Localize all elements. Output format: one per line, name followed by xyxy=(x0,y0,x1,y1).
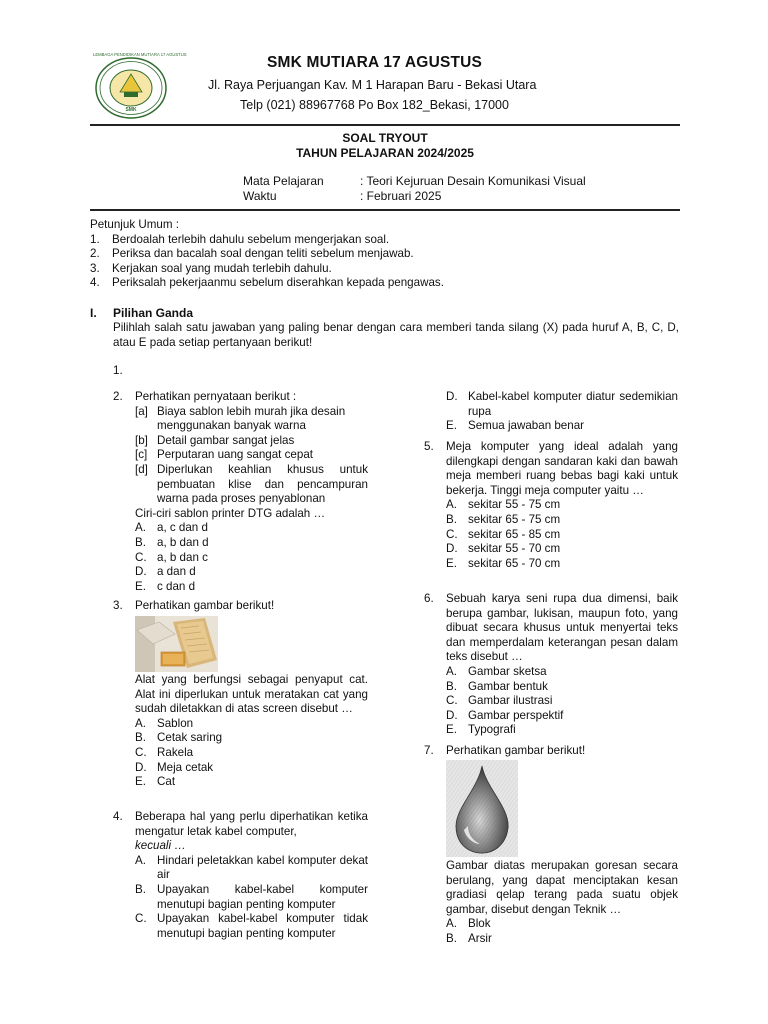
option-key: A. xyxy=(135,716,146,730)
question-stem: Perhatikan pernyataan berikut : xyxy=(135,390,297,403)
question-5 xyxy=(424,440,678,571)
statement-item xyxy=(135,434,368,449)
option-text: Arsir xyxy=(468,931,492,945)
option-c[interactable] xyxy=(135,551,368,566)
option-key: D. xyxy=(135,760,147,774)
option-a[interactable] xyxy=(446,665,678,680)
option-text: a, b dan c xyxy=(157,550,208,564)
instruction-text: Berdoalah terlebih dahulu sebelum mengerjakan soal. xyxy=(112,232,390,246)
option-key: D. xyxy=(446,390,458,403)
meta-divider xyxy=(90,209,680,211)
question-4 xyxy=(113,810,368,941)
question-2 xyxy=(113,390,368,594)
question-7-body xyxy=(446,859,678,947)
option-e[interactable] xyxy=(135,775,368,790)
option-text: Semua jawaban benar xyxy=(468,419,585,433)
option-b[interactable] xyxy=(135,731,368,746)
option-key: D. xyxy=(135,565,147,579)
option-text: sekitar 65 - 85 cm xyxy=(468,527,561,541)
option-text: Typografi xyxy=(468,723,516,737)
option-key: C. xyxy=(135,912,147,926)
school-name: SMK MUTIARA 17 AGUSTUS xyxy=(267,54,483,71)
option-d[interactable] xyxy=(446,542,678,557)
statement-item xyxy=(135,463,368,507)
question-7 xyxy=(424,744,678,759)
section-title: Pilihan Ganda xyxy=(113,306,194,320)
option-b[interactable] xyxy=(135,883,368,912)
drop-shading-image xyxy=(446,760,518,857)
exam-year: TAHUN PELAJARAN 2024/2025 xyxy=(296,146,474,160)
question-text: Meja komputer yang ideal adalah yang dilengkapi dengan sandaran kaki dan bawah meja memberi ruang bebas bagi kaki untuk bekerja. Tinggi meja computer yaitu … xyxy=(446,440,678,497)
option-text: Gambar bentuk xyxy=(468,679,548,693)
option-text: Upayakan kabel-kabel komputer tidak menutupi bagian penting komputer xyxy=(157,912,368,940)
option-key: B. xyxy=(446,931,457,945)
question-num: 6. xyxy=(424,592,434,605)
option-key: C. xyxy=(446,694,458,708)
option-b[interactable] xyxy=(446,513,678,528)
question-num: 2. xyxy=(113,390,123,403)
instruction-item xyxy=(90,233,680,248)
question-3 xyxy=(113,599,368,614)
statement-text: Biaya sablon lebih murah jika desain menggunakan banyak warna xyxy=(157,404,346,433)
option-a[interactable] xyxy=(446,498,678,513)
option-b[interactable] xyxy=(446,932,678,947)
option-text: c dan d xyxy=(157,579,196,593)
school-address: Jl. Raya Perjuangan Kav. M 1 Harapan Baru - Bekasi Utara xyxy=(208,78,537,92)
option-key: B. xyxy=(135,535,146,549)
option-text: Cat xyxy=(157,775,176,789)
statement-key: [a] xyxy=(135,404,148,418)
option-text: sekitar 65 - 75 cm xyxy=(468,512,561,526)
instruction-item xyxy=(90,247,680,262)
question-num: 3. xyxy=(113,599,123,612)
question-num: 4. xyxy=(113,810,123,823)
option-d[interactable] xyxy=(446,390,678,419)
option-key: A. xyxy=(135,853,146,867)
option-key: D. xyxy=(446,542,458,556)
instruction-item xyxy=(90,262,680,277)
option-text: sekitar 55 - 75 cm xyxy=(468,498,561,512)
school-logo xyxy=(93,52,187,120)
option-text: Rakela xyxy=(157,745,194,759)
section-num: I. xyxy=(90,306,97,320)
option-e[interactable] xyxy=(446,557,678,572)
squeegee-photo xyxy=(135,616,218,672)
question-3-body xyxy=(135,673,368,790)
option-text: a, c dan d xyxy=(157,521,208,535)
statement-key: [b] xyxy=(135,433,148,447)
option-d[interactable] xyxy=(135,565,368,580)
option-a[interactable] xyxy=(135,521,368,536)
instructions-heading: Petunjuk Umum : xyxy=(90,218,179,231)
instruction-text: Periksa dan bacalah soal dengan teliti sebelum menjawab. xyxy=(112,247,414,261)
option-b[interactable] xyxy=(446,680,678,695)
option-text: Meja cetak xyxy=(157,760,214,774)
statement-item xyxy=(135,448,368,463)
option-a[interactable] xyxy=(135,854,368,883)
option-key: B. xyxy=(135,882,146,896)
instruction-num: 2. xyxy=(90,247,100,261)
logo-ring-text: LEMBAGA PENDIDIKAN MUTIARA 17 AGUSTUS xyxy=(93,52,187,57)
option-c[interactable] xyxy=(135,746,368,761)
option-text: a, b dan d xyxy=(157,535,209,549)
time-value: : Februari 2025 xyxy=(360,189,442,203)
option-a[interactable] xyxy=(446,917,678,932)
option-text: Cetak saring xyxy=(157,731,223,745)
school-contact: Telp (021) 88967768 Po Box 182_Bekasi, 17000 xyxy=(240,98,509,112)
section-intro: Pilihlah salah satu jawaban yang paling benar dengan cara memberi tanda silang (X) pada huruf A, B, C, D, atau E pada setiap pertanyaan berikut! xyxy=(113,321,679,349)
question-text: Beberapa hal yang perlu diperhatikan ketika mengatur letak kabel computer, xyxy=(135,810,368,838)
option-d[interactable] xyxy=(135,761,368,776)
option-key: B. xyxy=(135,731,146,745)
question-stem: Perhatikan gambar berikut! xyxy=(135,599,275,612)
question-text: Ciri-ciri sablon printer DTG adalah … xyxy=(135,506,326,520)
option-text: Hindari peletakkan kabel komputer dekat air xyxy=(157,853,368,882)
question-num: 5. xyxy=(424,440,434,453)
instruction-num: 3. xyxy=(90,261,100,275)
option-c[interactable] xyxy=(446,528,678,543)
option-key: E. xyxy=(446,556,457,570)
option-c[interactable] xyxy=(446,694,678,709)
option-a[interactable] xyxy=(135,717,368,732)
instruction-num: 1. xyxy=(90,232,100,246)
option-key: A. xyxy=(135,521,146,535)
option-key: C. xyxy=(135,550,147,564)
option-b[interactable] xyxy=(135,536,368,551)
option-key: A. xyxy=(446,917,457,931)
option-key: A. xyxy=(446,498,457,512)
option-key: E. xyxy=(135,775,146,789)
statement-text: Detail gambar sangat jelas xyxy=(157,433,295,447)
question-text: Gambar diatas merupakan goresan secara berulang, yang dapat menciptakan kesan gradiasi qelap terang pada suatu objek gambar, disebut dengan Teknik … xyxy=(446,859,678,916)
option-text: Gambar ilustrasi xyxy=(468,694,553,708)
option-key: E. xyxy=(446,419,457,433)
option-text: Upayakan kabel-kabel komputer menutupi bagian penting komputer xyxy=(157,882,368,911)
question-num: 7. xyxy=(424,744,434,757)
option-key: B. xyxy=(446,679,457,693)
option-text: sekitar 65 - 70 cm xyxy=(468,556,561,570)
instruction-item xyxy=(90,276,680,291)
statement-item xyxy=(135,405,368,434)
question-stem: Perhatikan gambar berikut! xyxy=(446,744,586,757)
option-e[interactable] xyxy=(446,419,678,434)
option-text: Gambar sketsa xyxy=(468,664,547,678)
question-4-continued xyxy=(446,390,678,434)
question-1-num: 1. xyxy=(113,364,123,377)
option-e[interactable] xyxy=(446,723,678,738)
exam-title: SOAL TRYOUT xyxy=(342,131,428,145)
option-key: E. xyxy=(135,579,146,593)
statement-text: Diperlukan keahlian khusus untuk pembuatan klise dan pencampuran warna pada proses penyablonan xyxy=(157,462,368,506)
instruction-num: 4. xyxy=(90,276,100,290)
logo-bottom-text: SMK xyxy=(125,107,137,113)
instructions xyxy=(90,218,680,291)
option-text: Sablon xyxy=(157,716,194,730)
instruction-text: Periksalah pekerjaanmu sebelum diserahkan kepada pengawas. xyxy=(112,276,444,290)
option-key: A. xyxy=(446,664,457,678)
option-e[interactable] xyxy=(135,580,368,595)
statement-text: Perputaran uang sangat cepat xyxy=(157,448,313,462)
option-key: C. xyxy=(446,527,458,541)
option-d[interactable] xyxy=(446,709,678,724)
question-text: Sebuah karya seni rupa dua dimensi, baik berupa gambar, lukisan, maupun foto, yang dibuat secara khusus untuk menyertai teks dan memperdalam keterangan pesan dalam teks disebut … xyxy=(446,592,678,664)
option-text: Blok xyxy=(468,917,491,931)
option-c[interactable] xyxy=(135,912,368,941)
header-divider xyxy=(90,124,680,126)
question-text-italic: kecuali … xyxy=(135,839,186,853)
option-text: Gambar perspektif xyxy=(468,708,564,722)
option-key: E. xyxy=(446,723,457,737)
option-text: sekitar 55 - 70 cm xyxy=(468,542,561,556)
subject-value: : Teori Kejuruan Desain Komunikasi Visual xyxy=(360,174,586,188)
option-key: D. xyxy=(446,708,458,722)
option-text: a dan d xyxy=(157,565,196,579)
option-key: C. xyxy=(135,745,147,759)
time-label: Waktu xyxy=(243,189,277,203)
instruction-text: Kerjakan soal yang mudah terlebih dahulu. xyxy=(112,261,332,275)
question-6 xyxy=(424,592,678,738)
option-text: Kabel-kabel komputer diatur sedemikian rupa xyxy=(468,390,678,418)
statement-key: [d] xyxy=(135,462,148,476)
option-key: B. xyxy=(446,512,457,526)
subject-label: Mata Pelajaran xyxy=(243,174,324,188)
statement-key: [c] xyxy=(135,448,148,462)
question-text: Alat yang berfungsi sebagai penyaput cat. Alat ini diperlukan untuk meratakan cat yang sudah diletakkan di atas screen disebut … xyxy=(135,673,368,716)
